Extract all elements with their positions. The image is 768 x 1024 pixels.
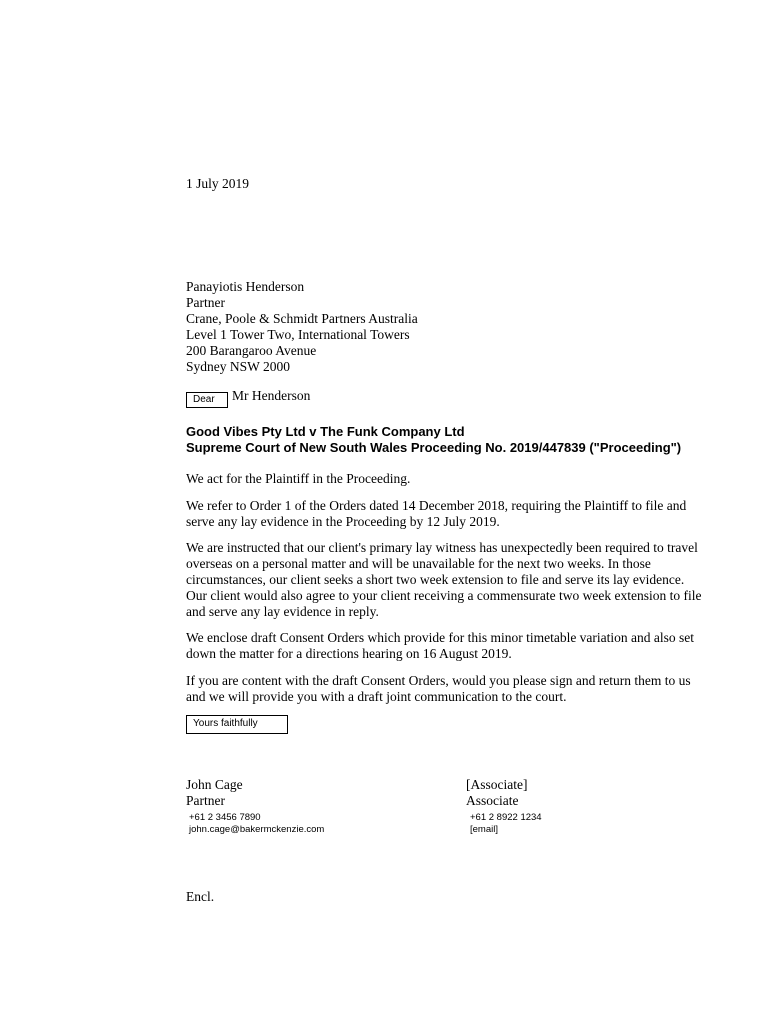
body-paragraph-5: If you are content with the draft Consent Orders, would you please sign and return them to us and we will provide you with a draft joint communication to the court. (186, 673, 691, 704)
enclosure-note: Encl. (186, 889, 215, 904)
recipient-address-line1: Level 1 Tower Two, International Towers (186, 327, 410, 342)
signatory-phone: +61 2 3456 7890 (189, 812, 261, 823)
body-paragraph-4: We enclose draft Consent Orders which provide for this minor timetable variation and also set down the matter for a directions hearing on 16 August 2019. (186, 630, 695, 661)
subject-line2: Supreme Court of New South Wales Proceeding No. 2019/447839 ("Proceeding") (186, 440, 682, 455)
recipient-title: Partner (186, 295, 225, 310)
signatory-name: John Cage (186, 777, 243, 792)
signatory-title: Partner (186, 793, 225, 808)
salutation-field[interactable]: Dear (186, 392, 228, 408)
subject-block (186, 424, 681, 456)
signatory-title: Associate (466, 793, 519, 808)
recipient-firm: Crane, Poole & Schmidt Partners Australia (186, 311, 418, 326)
body-paragraph-3: We are instructed that our client's primary lay witness has unexpectedly been required to travel overseas on a personal matter and will be unavailable for the next two weeks. In those circumstances, our client seeks a short two week extension to file and serve its lay evidence. Our client would also agree to your client receiving a commensurate two week extension to file and serve any lay evidence in reply. (186, 540, 702, 619)
salutation-name: Mr Henderson (232, 388, 311, 403)
body-paragraph-2: We refer to Order 1 of the Orders dated 14 December 2018, requiring the Plaintiff to file and serve any lay evidence in the Proceeding by 12 July 2019. (186, 498, 687, 529)
recipient-address-line3: Sydney NSW 2000 (186, 359, 291, 374)
signatory-email[interactable]: john.cage@bakermckenzie.com (189, 824, 325, 835)
recipient-address-line2: 200 Barangaroo Avenue (186, 343, 317, 358)
signatory-email[interactable]: [email] (470, 824, 498, 835)
signatory-associate (466, 777, 542, 836)
recipient-name: Panayiotis Henderson (186, 279, 305, 294)
signatory-phone: +61 2 8922 1234 (470, 812, 542, 823)
closing-field[interactable]: Yours faithfully (186, 715, 288, 734)
signatory-name: [Associate] (466, 777, 528, 792)
letter-date: 1 July 2019 (186, 176, 250, 191)
subject-line1: Good Vibes Pty Ltd v The Funk Company Ltd (186, 424, 465, 439)
signatory-partner (186, 777, 324, 836)
body-paragraph-1: We act for the Plaintiff in the Proceeding. (186, 471, 411, 486)
recipient-block (186, 279, 418, 375)
